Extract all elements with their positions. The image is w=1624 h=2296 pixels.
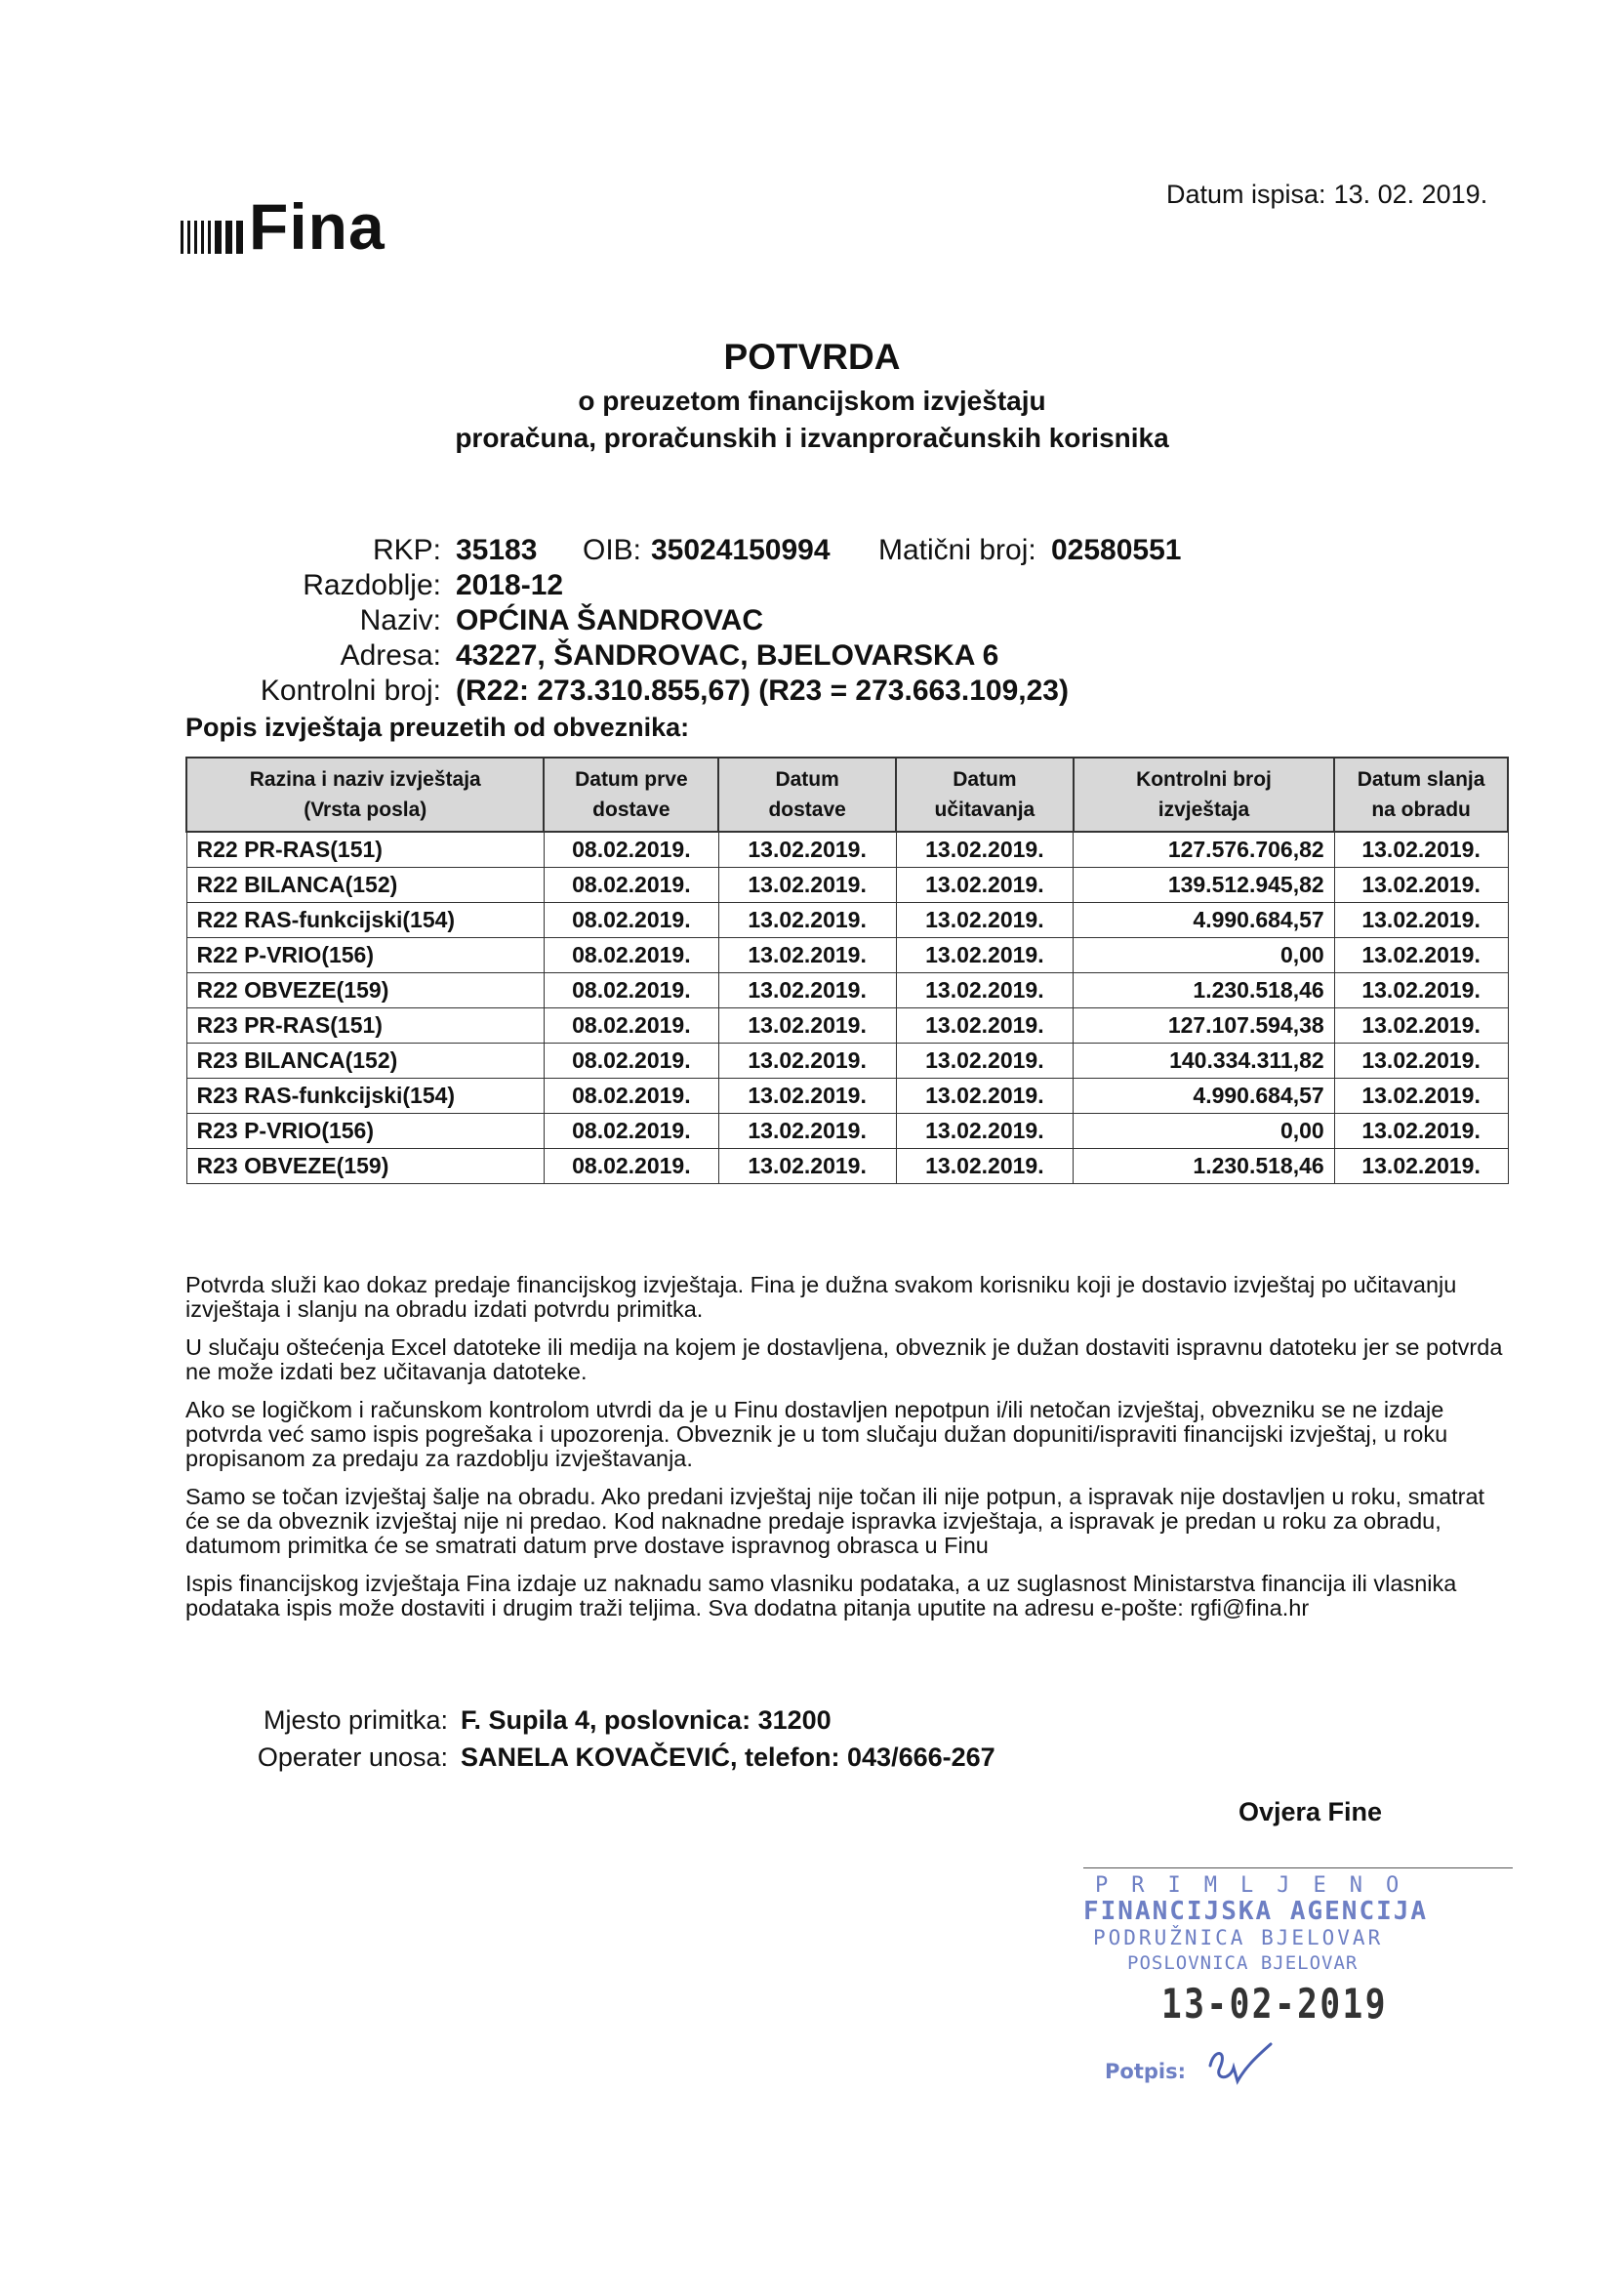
document-subtitle-line2: proračuna, proračunskih i izvanproračunskih korisnika — [455, 423, 1169, 453]
stamp-potpis-label: Potpis: — [1105, 2060, 1186, 2083]
table-row: R23 PR-RAS(151) 08.02.2019. 13.02.2019. 13.02.2019. 127.107.594,38 13.02.2019. — [186, 1008, 1508, 1044]
table-row: R22 BILANCA(152) 08.02.2019. 13.02.2019. 13.02.2019. 139.512.945,82 13.02.2019. — [186, 868, 1508, 903]
column-header-datum-dostave: Datum dostave — [718, 758, 896, 832]
oib-label: OIB: — [583, 534, 642, 566]
report-list-title: Popis izvještaja preuzetih od obveznika: — [185, 713, 690, 742]
stamp-line-branch: PODRUŽNICA BJELOVAR — [1093, 1926, 1384, 1949]
maticni-broj-value: 02580551 — [1051, 534, 1182, 566]
rkp-value: 35183 — [456, 534, 538, 566]
mjesto-primitka-value: F. Supila 4, poslovnica: 31200 — [461, 1705, 832, 1735]
note-paragraph: U slučaju oštećenja Excel datoteke ili medija na kojem je dostavljena, obveznik je dužan dostaviti ispravnu datoteku jer se potvrda ne može izdati bez učitavanja datoteke. — [185, 1334, 1503, 1384]
naziv-label: Naziv: — [359, 604, 441, 636]
razdoblje-value: 2018-12 — [456, 569, 564, 601]
barcode-logo-icon — [181, 215, 243, 254]
handwritten-signature — [1200, 2038, 1308, 2097]
document-title-block — [0, 337, 1624, 454]
kontrolni-broj-label: Kontrolni broj: — [260, 675, 441, 707]
column-header-datum-slanja: Datum slanja na obradu — [1334, 758, 1508, 832]
ovjera-fine-label: Ovjera Fine — [1238, 1797, 1383, 1826]
column-header-datum-prve-dostave: Datum prve dostave — [544, 758, 718, 832]
fina-logo — [181, 185, 386, 263]
note-paragraph: Ako se logičkom i računskom kontrolom utvrdi da je u Finu dostavljen nepotpun i/ili netočan izvještaj, obvezniku se ne izdaje potvrda već samo ispis pogrešaka i upozorenja. Obveznik je u tom slučaju dužan dopuniti/ispraviti financijski izvještaj, u roku propisanom za predaju za razdoblju izvještavanja. — [185, 1397, 1448, 1471]
document-title: POTVRDA — [723, 337, 901, 377]
operater-unosa-label: Operater unosa: — [257, 1742, 448, 1772]
rkp-label: RKP: — [372, 534, 441, 566]
note-paragraph: Potvrda služi kao dokaz predaje financijskog izvještaja. Fina je dužna svakom korisniku koji je dostavio izvještaj po učitavanju izvještaja i slanju na obradu izdati potvrdu primitka. — [185, 1272, 1457, 1322]
print-date — [1166, 180, 1487, 210]
notes-section — [185, 1273, 1513, 1634]
table-row: R22 PR-RAS(151) 08.02.2019. 13.02.2019. 13.02.2019. 127.576.706,82 13.02.2019. — [186, 832, 1508, 868]
naziv-value: OPĆINA ŠANDROVAC — [456, 604, 764, 636]
stamp-line-office: POSLOVNICA BJELOVAR — [1127, 1952, 1359, 1974]
print-date-label: Datum ispisa: — [1166, 180, 1326, 209]
received-stamp — [1083, 1867, 1522, 2102]
stamp-date: 13-02-2019 — [1161, 1980, 1388, 2028]
stamp-line-agency: FINANCIJSKA AGENCIJA — [1083, 1897, 1429, 1926]
table-row: R23 P-VRIO(156) 08.02.2019. 13.02.2019. 13.02.2019. 0,00 13.02.2019. — [186, 1114, 1508, 1149]
note-paragraph: Samo se točan izvještaj šalje na obradu. Ako predani izvještaj nije točan ili nije potpun, a ispravak nije dostavljen u roku, smatrat će se da obveznik izvještaj nije ni predao. Kod naknadne predaje ispravka izvještaja, a ispravak je predan u roku za obradu, datumom primitka će se smatrati datum prve dostave ispravnog obrasca u Finu — [185, 1484, 1485, 1558]
document-subtitle-line1: o preuzetom financijskom izvještaju — [578, 386, 1046, 416]
adresa-value: 43227, ŠANDROVAC, BJELOVARSKA 6 — [456, 639, 999, 672]
table-row: R23 RAS-funkcijski(154) 08.02.2019. 13.02.2019. 13.02.2019. 4.990.684,57 13.02.2019. — [186, 1079, 1508, 1114]
kontrolni-broj-value: (R22: 273.310.855,67) (R23 = 273.663.109,23) — [456, 675, 1069, 707]
oib-value: 35024150994 — [651, 534, 831, 566]
logo-text: Fina — [249, 190, 386, 263]
stamp-line-primljeno: PRIMLJENO — [1095, 1873, 1423, 1898]
table-row: R22 OBVEZE(159) 08.02.2019. 13.02.2019. 13.02.2019. 1.230.518,46 13.02.2019. — [186, 973, 1508, 1008]
note-paragraph: Ispis financijskog izvještaja Fina izdaje uz naknadu samo vlasniku podataka, a uz suglasnost Ministarstva financija ili vlasnika podataka ispis može dostaviti i drugim traži teljima. Sva dodatna pitanja uputite na adresu e-pošte: rgfi@fina.hr — [185, 1571, 1457, 1620]
column-header-datum-ucitavanja: Datum učitavanja — [896, 758, 1074, 832]
column-header-kontrolni-broj: Kontrolni broj izvještaja — [1074, 758, 1334, 832]
table-header-row — [186, 758, 1508, 832]
reports-table — [185, 757, 1509, 1184]
table-row: R22 P-VRIO(156) 08.02.2019. 13.02.2019. 13.02.2019. 0,00 13.02.2019. — [186, 938, 1508, 973]
operater-unosa-value: SANELA KOVAČEVIĆ, telefon: 043/666-267 — [461, 1742, 995, 1772]
table-row: R23 OBVEZE(159) 08.02.2019. 13.02.2019. 13.02.2019. 1.230.518,46 13.02.2019. — [186, 1149, 1508, 1184]
table-row: R22 RAS-funkcijski(154) 08.02.2019. 13.02.2019. 13.02.2019. 4.990.684,57 13.02.2019. — [186, 903, 1508, 938]
table-row: R23 BILANCA(152) 08.02.2019. 13.02.2019. 13.02.2019. 140.334.311,82 13.02.2019. — [186, 1044, 1508, 1079]
maticni-broj-label: Matični broj: — [878, 534, 1036, 566]
mjesto-primitka-label: Mjesto primitka: — [263, 1705, 448, 1735]
column-header-razina: Razina i naziv izvještaja (Vrsta posla) — [186, 758, 544, 832]
razdoblje-label: Razdoblje: — [303, 569, 441, 601]
print-date-value: 13. 02. 2019. — [1333, 180, 1488, 209]
adresa-label: Adresa: — [340, 639, 441, 672]
